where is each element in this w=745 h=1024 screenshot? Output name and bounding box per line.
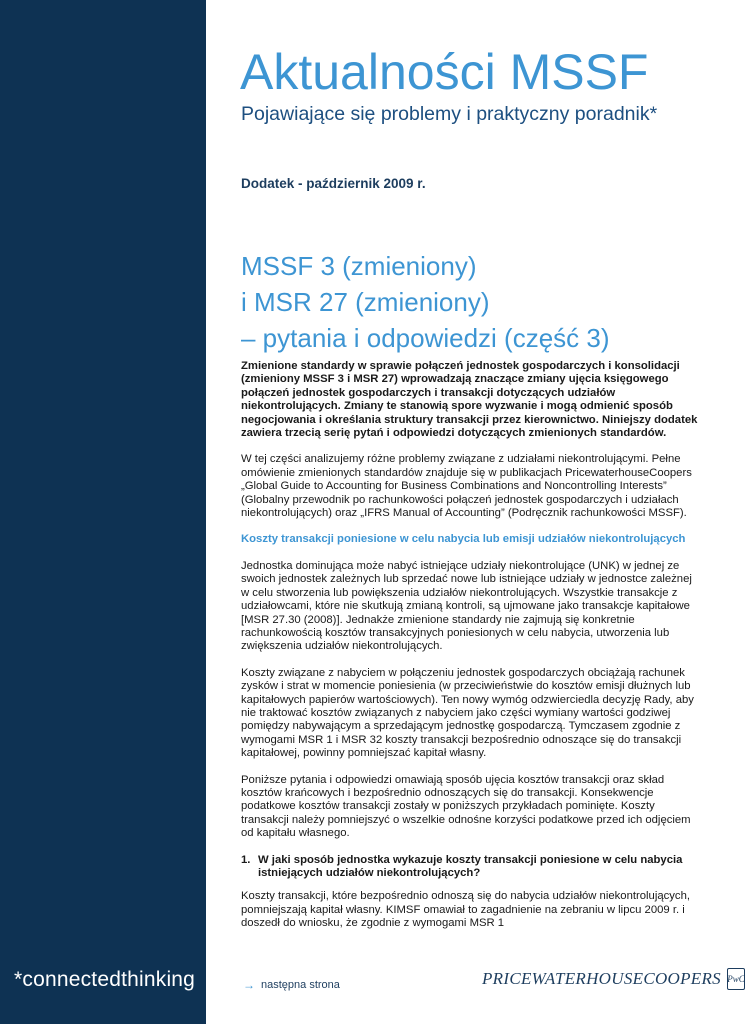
question-number: 1. bbox=[241, 853, 251, 866]
arrow-right-icon: → bbox=[243, 978, 255, 992]
pwc-logo bbox=[482, 968, 745, 990]
lead-paragraph: Zmienione standardy w sprawie połączeń jednostek gospodarczych i konsolidacji (zmieniony MSSF 3 i MSR 27) wprowadzają znaczące zmiany ujęcia księgowego połączeń jednostek gospodarczych i transakcji dotyczących udziałów niekontrolujących. Zmiany te stanowią spore wyzwanie i mogą odmienić sposób negocjowania i określania struktury transakcji przez kierownictwo. Niniejszy dodatek zawiera trzecią serię pytań i odpowiedzi dotyczących zmienionych standardów. bbox=[241, 360, 698, 440]
paragraph-3: Poniższe pytania i odpowiedzi omawiają sposób ujęcia kosztów transakcji oraz skład kosztów krańcowych i bezpośrednio odnoszących się do transakcji. Konsekwencje podatkowe kosztów transakcji zostały w poniższych przykładach pominięte. Koszty transakcji należy pomniejszyć o wszelkie odnośne korzyści podatkowe przed ich odjęciem od kapitału własnego. bbox=[241, 773, 691, 840]
question-item bbox=[241, 854, 701, 881]
page-title: Aktualności MSSF bbox=[240, 44, 649, 100]
paragraph-1: Jednostka dominująca może nabyć istniejące udziały niekontrolujące (UNK) w jednej ze swoich jednostek zależnych lub sprzedać nowe lub istniejące udziały w jednostce zależnej w celu stworzenia lub powiększenia udziałów niekontrolujących. Wszystkie transakcje z udziałowcami, które nie skutkują zmianą kontroli, są ujmowane jako transakcje kapitałowe [MSR 27.30 (2008)]. Jednakże zmienione standardy nie zajmują się konkretnie rachunkowością kosztów transakcyjnych poniesionych w celu nabycia, utworzenia lub zwiększenia udziałów niekontrolujących. bbox=[241, 559, 692, 653]
next-page-label: następna strona bbox=[261, 979, 340, 991]
section-title-line: i MSR 27 (zmieniony) bbox=[241, 287, 490, 317]
section-title-line: – pytania i odpowiedzi (część 3) bbox=[241, 323, 610, 353]
section-title bbox=[241, 248, 711, 356]
supplement-date: Dodatek - październik 2009 r. bbox=[241, 176, 426, 191]
subheading: Koszty transakcji poniesione w celu nabycia lub emisji udziałów niekontrolujących bbox=[241, 533, 686, 546]
answer-text: Koszty transakcji, które bezpośrednio odnoszą się do nabycia udziałów niekontrolujących, pomniejszają kapitał własny. KIMSF omawiał to zagadnienie na zebraniu w lipcu 2009 r. i doszedł do wniosku, że zgodnie z wymogami MSR 1 bbox=[241, 890, 690, 930]
intro-paragraph: W tej części analizujemy różne problemy związane z udziałami niekontrolującymi. Pełne omówienie zmienionych standardów znajduje się w publikacjach PricewaterhouseCoopers „Global Guide to Accounting for Business Combinations and Noncontrolling Interests” (Globalny przewodnik po rachunkowości połączeń jednostek gospodarczych i udziałach niekontrolujących) oraz „IFRS Manual of Accounting” (Podręcznik rachunkowości MSSF). bbox=[241, 453, 692, 520]
tagline: *connectedthinking bbox=[14, 968, 196, 991]
section-title-line: MSSF 3 (zmieniony) bbox=[241, 251, 477, 281]
logo-wordmark: PRICEWATERHOUSECOOPERS bbox=[482, 969, 721, 988]
question-text: W jaki sposób jednostka wykazuje koszty transakcji poniesione w celu nabycia istniejących udziałów niekontrolujących? bbox=[258, 853, 683, 879]
article-body bbox=[241, 360, 701, 931]
logo-mark-icon: PwC bbox=[727, 968, 745, 990]
paragraph-2: Koszty związane z nabyciem w połączeniu jednostek gospodarczych obciążają rachunek zysków i strat w momencie poniesienia (w przeciwieństwie do kosztów emisji dłużnych lub kapitałowych papierów wartościowych). Ten nowy wymóg odzwierciedla decyzję Rady, aby nie traktować kosztów związanych z nabyciem jako części wymiany wartości godziwej pomiędzy nabywającym a sprzedającym jednostkę gospodarczą. Tymczasem zgodnie z wymogami MSR 1 i MSR 32 koszty transakcji bezpośrednio odnoszące się do transakcji kapitałowej, powinny pomniejszać kapitał własny. bbox=[241, 666, 694, 760]
next-page-link[interactable] bbox=[243, 978, 340, 992]
sidebar-band bbox=[0, 0, 206, 1024]
page-subtitle: Pojawiające się problemy i praktyczny poradnik* bbox=[241, 103, 658, 125]
